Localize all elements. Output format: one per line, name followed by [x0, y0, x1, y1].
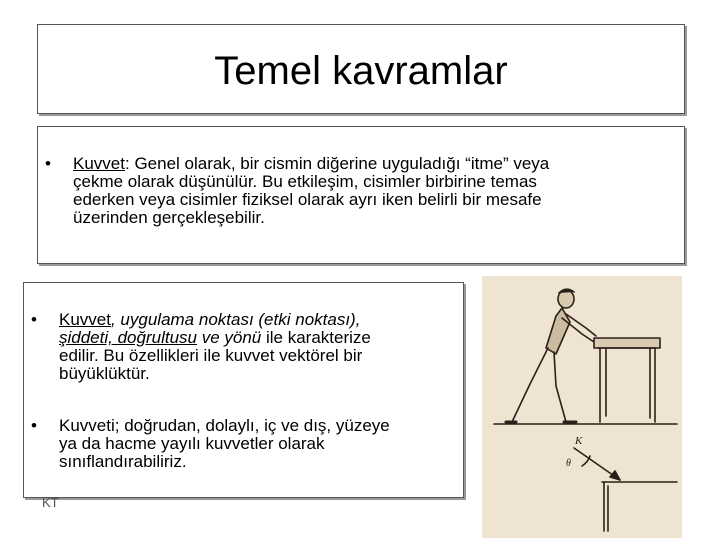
force-label: K	[575, 435, 583, 447]
term-separator: :	[124, 154, 135, 173]
term-kuvvet: Kuvvet	[73, 154, 125, 173]
property-1-line-4: büyüklüktür.	[59, 364, 150, 383]
slide-title: Temel kavramlar	[214, 49, 508, 93]
angle-label: θ	[566, 458, 571, 469]
property-1-line-2-rest: ile karakterize	[261, 328, 371, 347]
term-kuvvet-2: Kuvvet	[59, 310, 111, 329]
footer-initials: KT	[42, 495, 59, 510]
man-leg-back	[512, 348, 548, 422]
bullet-icon: •	[45, 154, 51, 173]
property-text-1	[59, 311, 454, 383]
force-arrow-head	[610, 471, 620, 480]
definition-line-2: çekme olarak düşünülür. Bu etkileşim, cisimler birbirine temas	[73, 172, 537, 191]
properties-box	[23, 282, 464, 498]
definition-line-1: Genel olarak, bir cismin diğerine uyguladığı “itme” veya	[134, 154, 550, 173]
property-1-line-1: , uygulama noktası (etki noktası),	[110, 310, 361, 329]
angle-arc	[582, 456, 590, 466]
title-box	[37, 24, 685, 114]
property-1-underlined: şiddeti, doğrultusu	[59, 328, 197, 347]
definition-line-4: üzerinden gerçekleşebilir.	[73, 208, 265, 227]
pushing-table-illustration	[482, 276, 682, 538]
table-top	[594, 338, 660, 348]
property-1-line-3: edilir. Bu özellikleri ile kuvvet vektörel bir	[59, 346, 363, 365]
illustration	[482, 276, 682, 538]
property-2-line-3: sınıflandırabiliriz.	[59, 452, 187, 471]
definition-line-3: ederken veya cisimler fiziksel olarak ayrı iken belirli bir mesafe	[73, 190, 542, 209]
bullet-icon: •	[31, 416, 37, 435]
property-1-italic: ve yönü	[196, 328, 262, 347]
property-text-2	[59, 417, 459, 471]
man-leg-front	[554, 352, 566, 422]
property-2-line-2: ya da hacme yayılı kuvvetler olarak	[59, 434, 325, 453]
definition-box	[37, 126, 685, 264]
property-2-line-1: Kuvveti; doğrudan, dolaylı, iç ve dış, yüzeye	[59, 416, 390, 435]
definition-text	[73, 155, 663, 227]
bullet-icon: •	[31, 310, 37, 329]
